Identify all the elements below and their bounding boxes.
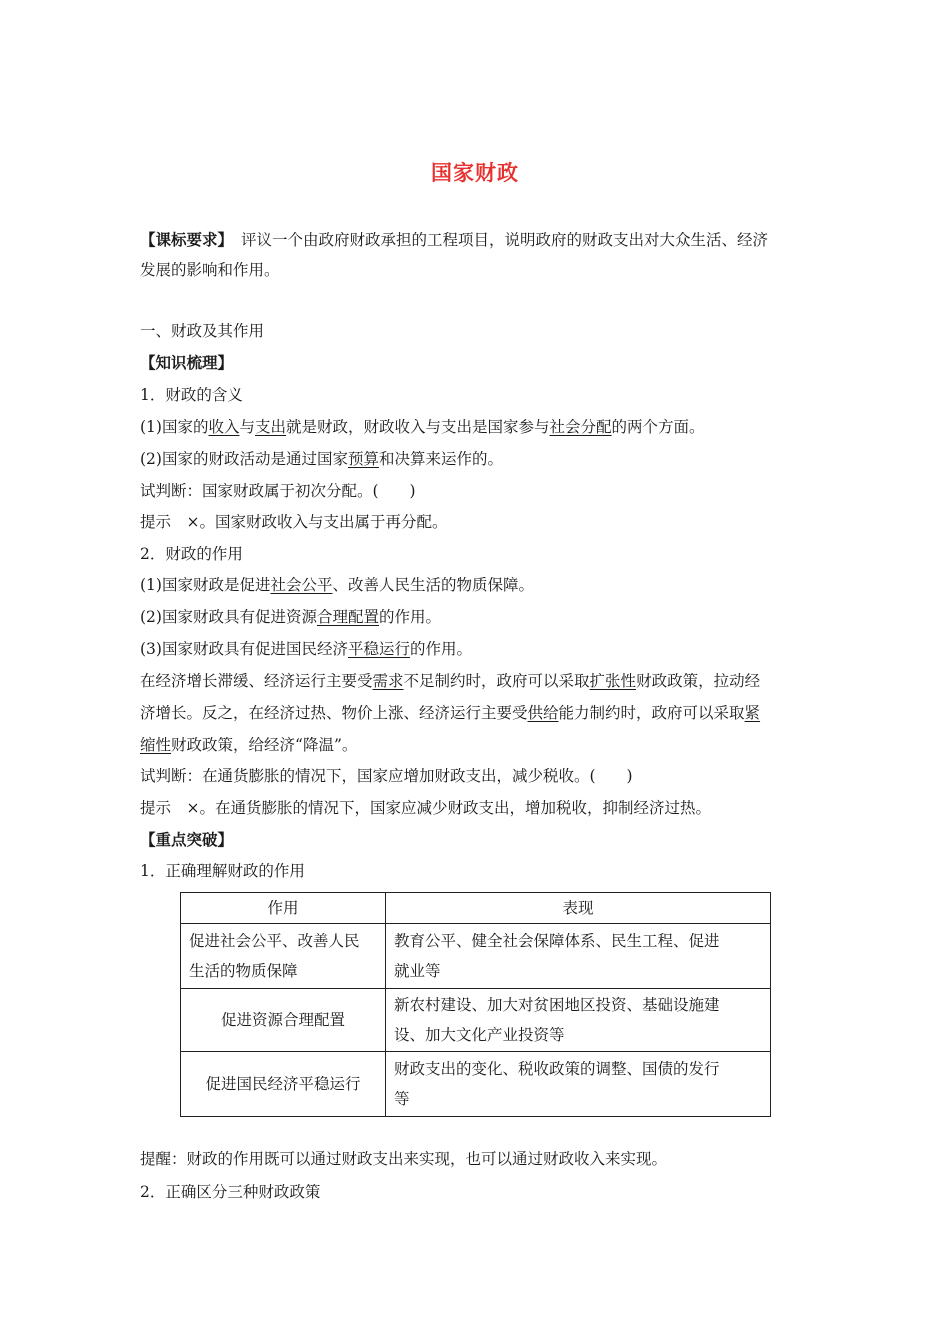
underlined-answer: 平稳运行 [347,640,410,658]
item2-paragraph-2 [140,606,441,628]
table-cell-manifestation [386,1052,771,1117]
table-header-row [181,893,771,924]
cell-line: 生活的物质保障 [189,962,298,980]
underlined-answer: 扩张性 [589,672,637,690]
page-title: 国家财政 [431,160,519,185]
hint-1: 提示 ×。国家财政收入与支出属于再分配。 [140,513,448,531]
cell-line: 教育公平、健全社会保障体系、民生工程、促进 [394,932,720,950]
table-cell-role [181,989,386,1052]
text-segment: 在经济增长滞缓、经济运行主要受 [140,672,373,690]
underlined-answer: 紧 [744,704,761,722]
text-segment: 济增长。反之，在经济过热、物价上涨、经济运行主要受 [140,704,528,722]
item1-title: 1．财政的含义 [140,386,243,404]
underlined-answer: 预算 [347,450,379,468]
cell-line: 设、加大文化产业投资等 [394,1026,565,1044]
cell-line: 促进资源合理配置 [220,1011,345,1029]
underlined-answer: 需求 [372,672,404,690]
table-cell-role [181,924,386,989]
table-cell-manifestation [386,924,771,989]
focus-label: 【重点突破】 [140,830,234,849]
text-segment: 、改善人民生活的物质保障。 [332,576,534,594]
text-segment: (1)国家财政是促进 [140,576,271,594]
policy-paragraph-line-3 [140,734,357,756]
hint-2: 提示 ×。在通货膨胀的情况下，国家应减少财政支出，增加税收，抑制经济过热。 [140,799,711,817]
underlined-answer: 社会公平 [270,576,333,594]
table-row [181,989,771,1052]
text-segment: (2)国家财政具有促进资源 [140,608,317,626]
cell-line: 促进国民经济平稳运行 [205,1075,361,1093]
text-segment: 的两个方面。 [611,418,705,436]
judge-question-1: 试判断：国家财政属于初次分配。( ) [140,482,416,500]
text-segment: (1)国家的 [140,418,209,436]
standard-text-1: 评议一个由政府财政承担的工程项目，说明政府的财政支出对大众生活、经济 [241,231,769,249]
cell-line: 就业等 [394,962,441,980]
table-header-role: 作用 [181,893,386,924]
underlined-answer: 缩性 [140,736,172,754]
text-segment: 的作用。 [409,640,472,658]
standard-line-1 [140,229,768,251]
item1-paragraph-1 [140,416,705,438]
underlined-answer: 合理配置 [316,608,379,626]
knowledge-label: 【知识梳理】 [140,353,234,372]
text-segment: 与 [239,418,255,436]
underlined-answer: 供给 [527,704,559,722]
role-table [180,892,771,1117]
cell-line: 等 [394,1090,410,1108]
section-heading: 一、财政及其作用 [140,322,265,340]
standard-label: 【课标要求】 [140,230,234,249]
text-segment: 的作用。 [378,608,441,626]
focus-item1-title: 1．正确理解财政的作用 [140,862,305,880]
focus-item2-title: 2．正确区分三种财政政策 [140,1183,321,1201]
item2-title: 2．财政的作用 [140,545,243,563]
text-segment: 不足制约时，政府可以采取 [403,672,590,690]
text-segment: 财政政策，给经济“降温”。 [171,736,358,754]
policy-paragraph-line-2 [140,702,760,724]
judge-question-2: 试判断：在通货膨胀的情况下，国家应增加财政支出，减少税收。( ) [140,767,633,785]
text-segment: (2)国家的财政活动是通过国家 [140,450,348,468]
underlined-answer: 收入 [208,418,240,436]
text-segment: 和决算来运作的。 [378,450,503,468]
standard-text-2: 发展的影响和作用。 [140,261,280,279]
text-segment: 能力制约时，政府可以采取 [558,704,745,722]
table-row [181,1052,771,1117]
underlined-answer: 支出 [255,418,287,436]
item2-paragraph-1 [140,574,534,596]
text-segment: 财政政策，拉动经 [636,672,761,690]
cell-line: 财政支出的变化、税收政策的调整、国债的发行 [394,1060,720,1078]
table-cell-role [181,1052,386,1117]
cell-line: 促进社会公平、改善人民 [189,932,360,950]
item2-paragraph-3 [140,638,472,660]
text-segment: (3)国家财政具有促进国民经济 [140,640,348,658]
table-row [181,924,771,989]
underlined-answer: 社会分配 [549,418,612,436]
policy-paragraph-line-1 [140,670,760,692]
text-segment: 就是财政，财政收入与支出是国家参与 [286,418,550,436]
item1-paragraph-2 [140,448,503,470]
table-cell-manifestation [386,989,771,1052]
reminder: 提醒：财政的作用既可以通过财政支出来实现，也可以通过财政收入来实现。 [140,1150,668,1168]
cell-line: 新农村建设、加大对贫困地区投资、基础设施建 [394,996,720,1014]
table-header-manifestation: 表现 [386,893,771,924]
